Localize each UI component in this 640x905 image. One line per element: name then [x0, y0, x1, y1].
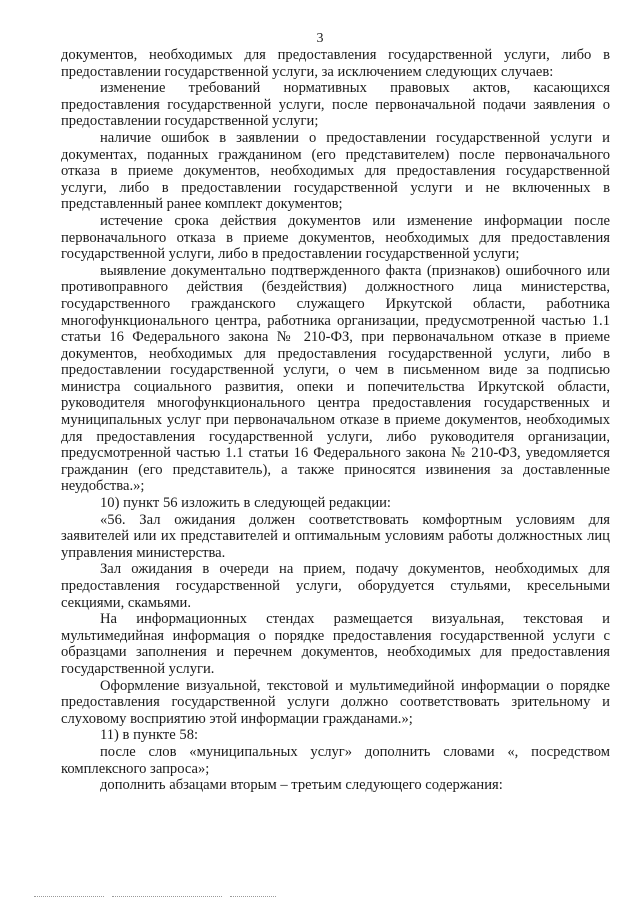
footer-rule	[230, 896, 276, 897]
footer-rule	[112, 896, 222, 897]
paragraph: Оформление визуальной, текстовой и мультимедийной информации о порядке предоставления государственной услуги должно соответствовать зрительному и слуховому восприятию этой информации гражданами.»;	[61, 677, 610, 727]
paragraph: выявление документально подтвержденного факта (признаков) ошибочного или противоправного действия (бездействия) должностного лица министерства, государственного гражданского служащего Иркутской области, работника многофункционального центра, работника организации, предусмотренной частью 1.1 статьи 16 Федерального закона № 210-ФЗ, при первоначальном отказе в приеме документов, необходимых для предоставления государственной услуги, либо в предоставлении государственной услуги, о чем в письменном виде за подписью министра социального развития, опеки и попечительства Иркутской области, руководителя многофункционального центра предоставления государственных и муниципальных услуг при первоначальном отказе в приеме документов, необходимых для предоставления государственной услуги, либо руководителя организации, предусмотренной частью 1.1 статьи 16 Федерального закона № 210-ФЗ, уведомляется гражданин (его представитель), а также приносятся извинения за доставленные неудобства.»;	[61, 262, 610, 495]
paragraph: наличие ошибок в заявлении о предоставлении государственной услуги и документах, поданных гражданином (его представителем) после первоначального отказа в приеме документов, необходимых для предоставления государственной услуги, либо в предоставлении государственной услуги и не включенных в представленный ранее комплект документов;	[61, 129, 610, 213]
paragraph: 10) пункт 56 изложить в следующей редакции:	[100, 495, 391, 512]
paragraph-continuation: документов, необходимых для предоставления государственной услуги, либо в предоставлении государственной услуги, за исключением следующих случаев:	[61, 47, 610, 80]
paragraph: «56. Зал ожидания должен соответствовать комфортным условиям для заявителей или их представителей и оптимальным условиям работы должностных лиц управления министерства.	[61, 511, 610, 561]
paragraph: Зал ожидания в очереди на прием, подачу документов, необходимых для предоставления государственной услуги, оборудуется стульями, кресельными секциями, скамьями.	[61, 561, 610, 611]
footer-rule	[34, 896, 104, 897]
paragraph: 11) в пункте 58:	[100, 727, 199, 744]
paragraph: изменение требований нормативных правовых актов, касающихся предоставления государственной услуги, после первоначальной подачи заявления о предоставлении государственной услуги;	[61, 80, 610, 130]
paragraph: На информационных стендах размещается визуальная, текстовая и мультимедийная информация о порядке предоставления государственной услуги с образцами заполнения и перечнем документов, необходимых для предоставления государственной услуги.	[61, 611, 610, 677]
document-body	[61, 47, 610, 794]
paragraph: после слов «муниципальных услуг» дополнить словами «, посредством комплексного запроса»;	[61, 743, 610, 777]
paragraph: истечение срока действия документов или изменение информации после первоначального отказа в приеме документов, необходимых для предоставления государственной услуги, либо в предоставлении государственной услуги;	[61, 212, 610, 263]
page-number: 3	[316, 31, 324, 46]
paragraph: дополнить абзацами вторым – третьим следующего содержания:	[100, 777, 503, 794]
